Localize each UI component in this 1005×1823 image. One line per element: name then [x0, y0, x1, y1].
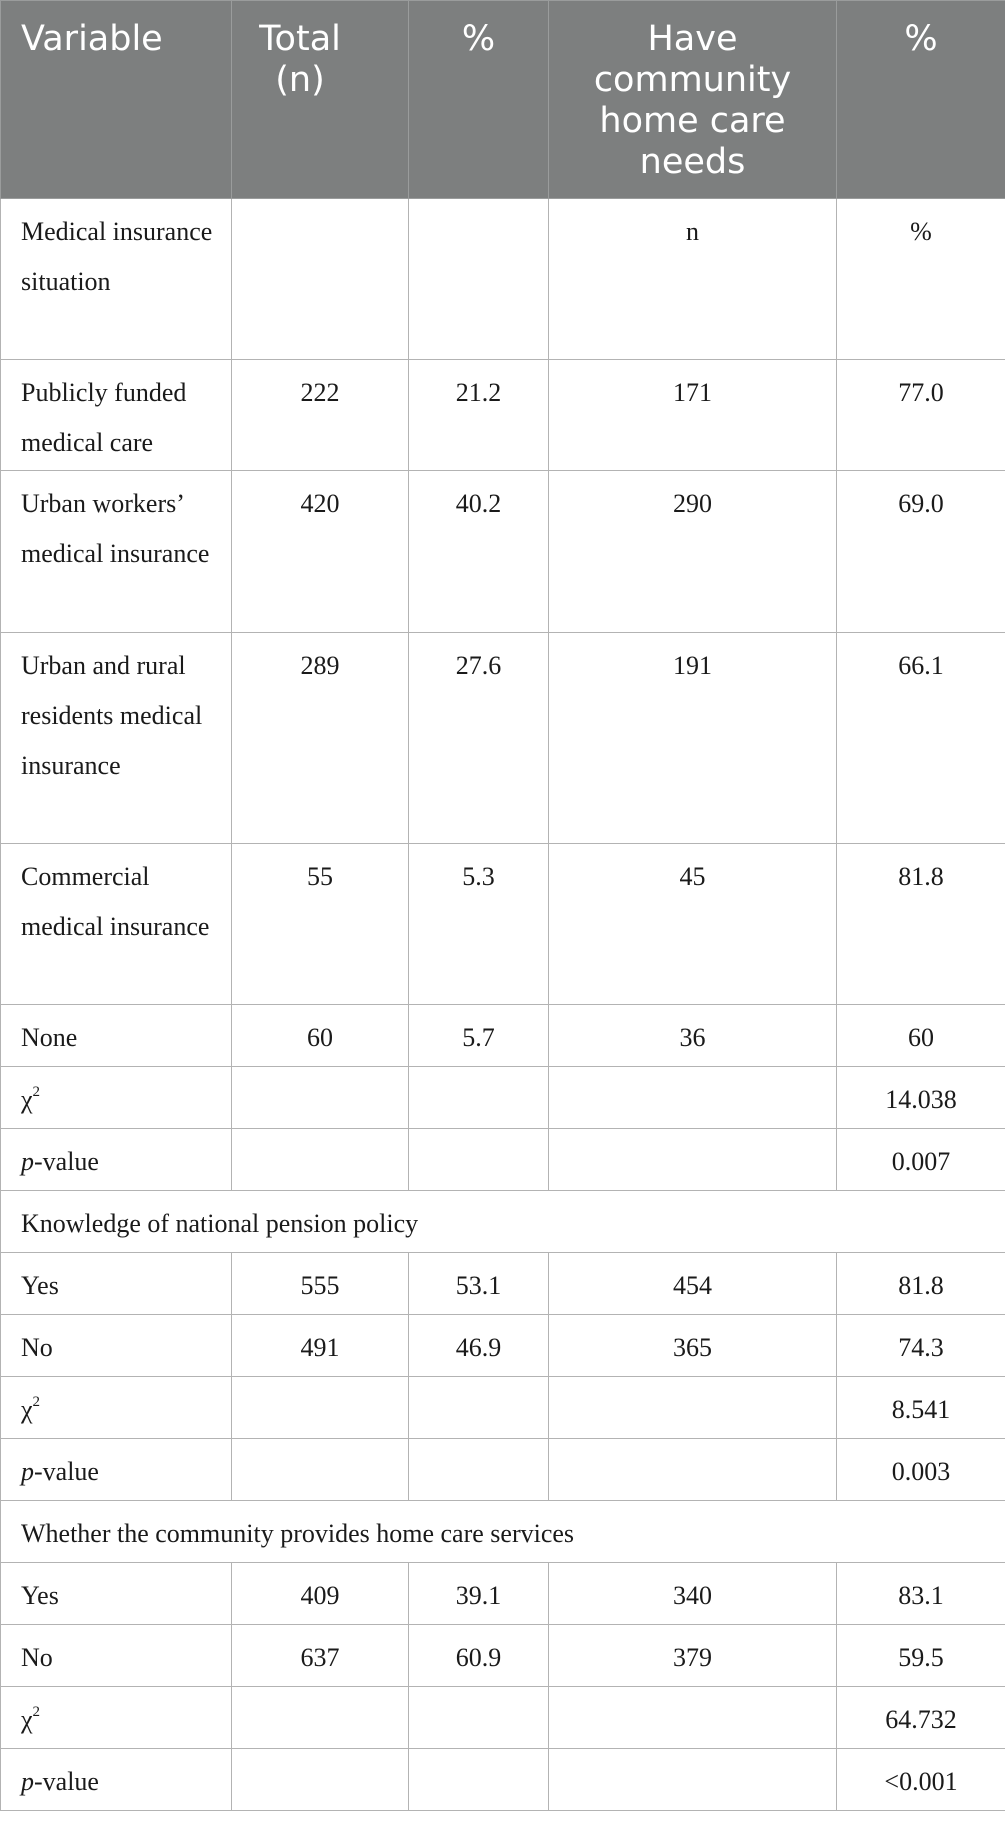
row-label: No: [1, 1625, 232, 1687]
table-row: [1, 1625, 1005, 1687]
cell-total: 420: [232, 471, 409, 633]
table-row: [1, 1005, 1005, 1067]
table-row: [1, 1253, 1005, 1315]
cell-pct: 40.2: [409, 471, 549, 633]
p-value: <0.001: [837, 1749, 1005, 1811]
row-label: Commercial medical insurance: [1, 844, 232, 1005]
chi-superscript: 2: [32, 1084, 41, 1100]
cell-total: 289: [232, 633, 409, 844]
cell-npct: 59.5: [837, 1625, 1005, 1687]
p-italic: p: [21, 1457, 34, 1486]
cell-n: 171: [549, 360, 837, 471]
table-row: [1, 360, 1005, 471]
cell-npct: 66.1: [837, 633, 1005, 844]
row-label: Urban workers’ medical insurance: [1, 471, 232, 633]
chi-symbol: χ: [21, 1085, 33, 1114]
header-total: Total (n): [232, 1, 409, 199]
cell-pct: 60.9: [409, 1625, 549, 1687]
cell-pct: 53.1: [409, 1253, 549, 1315]
p-italic: p: [21, 1767, 34, 1796]
row-label: No: [1, 1315, 232, 1377]
cell-npct: 74.3: [837, 1315, 1005, 1377]
row-label: Yes: [1, 1253, 232, 1315]
cell-npct: 81.8: [837, 1253, 1005, 1315]
cell-npct: 60: [837, 1005, 1005, 1067]
cell-total: 55: [232, 844, 409, 1005]
section-label-knowledge: Knowledge of national pension policy: [1, 1191, 1005, 1253]
table-row: [1, 1129, 1005, 1191]
table-row: [1, 199, 1005, 360]
cell-pct: 5.3: [409, 844, 549, 1005]
chi-square-value: 8.541: [837, 1377, 1005, 1439]
p-suffix: -value: [34, 1147, 99, 1176]
chi-symbol: χ: [21, 1395, 33, 1424]
chi-superscript: 2: [32, 1704, 41, 1720]
table-row: [1, 1067, 1005, 1129]
table-row: [1, 1563, 1005, 1625]
cell-n: 379: [549, 1625, 837, 1687]
cell-n: 36: [549, 1005, 837, 1067]
cell-n: 365: [549, 1315, 837, 1377]
chi-square-value: 64.732: [837, 1687, 1005, 1749]
table-row: [1, 633, 1005, 844]
table-row: [1, 1749, 1005, 1811]
chi-square-label: [1, 1067, 232, 1129]
cell-total: 60: [232, 1005, 409, 1067]
cell-n: 191: [549, 633, 837, 844]
p-suffix: -value: [34, 1767, 99, 1796]
p-value-label: [1, 1129, 232, 1191]
chi-square-value: 14.038: [837, 1067, 1005, 1129]
cell-pct: 27.6: [409, 633, 549, 844]
header-pct: %: [409, 1, 549, 199]
cell-pct: 5.7: [409, 1005, 549, 1067]
p-value-label: [1, 1749, 232, 1811]
cell-total: 637: [232, 1625, 409, 1687]
row-label: None: [1, 1005, 232, 1067]
p-value-label: [1, 1439, 232, 1501]
cell-n: 454: [549, 1253, 837, 1315]
table-row: [1, 471, 1005, 633]
section-label-community: Whether the community provides home care services: [1, 1501, 1005, 1563]
cell-npct: 69.0: [837, 471, 1005, 633]
table-row: [1, 1315, 1005, 1377]
p-suffix: -value: [34, 1457, 99, 1486]
chi-symbol: χ: [21, 1705, 33, 1734]
subheader-n: n: [549, 199, 837, 360]
chi-square-label: [1, 1687, 232, 1749]
cell-n: 340: [549, 1563, 837, 1625]
p-italic: p: [21, 1147, 34, 1176]
cell-pct: 39.1: [409, 1563, 549, 1625]
cell-total: 222: [232, 360, 409, 471]
table-header: [1, 1, 1005, 199]
table-row: [1, 1439, 1005, 1501]
cell-total: 491: [232, 1315, 409, 1377]
cell-n: 290: [549, 471, 837, 633]
subheader-pct: %: [837, 199, 1005, 360]
row-label: Publicly funded medical care: [1, 360, 232, 471]
cell-pct: 46.9: [409, 1315, 549, 1377]
header-variable: Variable: [1, 1, 232, 199]
section-label-medical: Medical insurance situation: [1, 199, 232, 360]
table-row: [1, 1191, 1005, 1253]
row-label: Yes: [1, 1563, 232, 1625]
p-value: 0.007: [837, 1129, 1005, 1191]
chi-square-label: [1, 1377, 232, 1439]
header-have-needs: Have community home care needs: [549, 1, 837, 199]
cell-pct: 21.2: [409, 360, 549, 471]
header-pct2: %: [837, 1, 1005, 199]
cell-total: 409: [232, 1563, 409, 1625]
cell-n: 45: [549, 844, 837, 1005]
p-value: 0.003: [837, 1439, 1005, 1501]
table-row: [1, 1687, 1005, 1749]
chi-superscript: 2: [32, 1394, 41, 1410]
table-row: [1, 844, 1005, 1005]
table-row: [1, 1377, 1005, 1439]
cell-npct: 77.0: [837, 360, 1005, 471]
cell-total: 555: [232, 1253, 409, 1315]
cell-npct: 83.1: [837, 1563, 1005, 1625]
table-row: [1, 1501, 1005, 1563]
cell-npct: 81.8: [837, 844, 1005, 1005]
row-label: Urban and rural residents medical insurance: [1, 633, 232, 844]
